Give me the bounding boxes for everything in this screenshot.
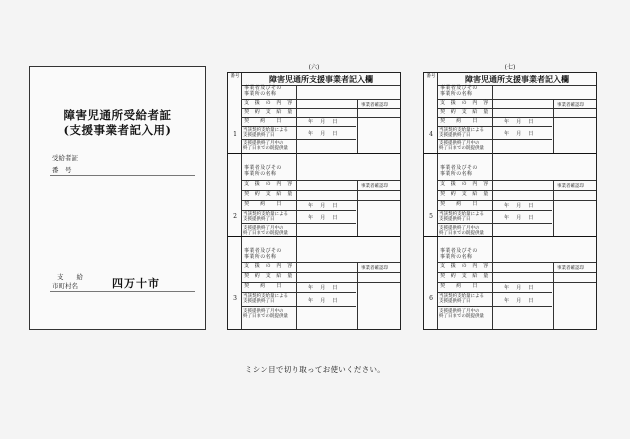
- contract-date-value: 年 月 日: [308, 285, 338, 291]
- provider-label: [440, 166, 478, 177]
- block-number: 1: [233, 131, 237, 138]
- end-date-label-2: 支援提供終了日: [439, 299, 471, 304]
- label-column-divider: [492, 236, 493, 329]
- row-rule: [241, 306, 356, 307]
- end-date-label: [439, 128, 484, 138]
- contract-date-label: 契 約 日: [244, 118, 282, 124]
- used-amount-label: [243, 309, 288, 319]
- label-column-divider: [296, 236, 297, 329]
- block-number: 5: [429, 213, 433, 220]
- end-date-value: 年 月 日: [504, 131, 534, 137]
- row-rule: [241, 139, 356, 140]
- content-label: 支 援 の 内 容: [244, 100, 293, 106]
- amount-label: 契 約 支 給 量: [244, 273, 293, 279]
- used-amount-label-2: 終了日までの既提供量: [243, 314, 288, 319]
- end-date-label-1: 当該契約支給量による: [243, 212, 288, 217]
- cut-instruction: ミシン目で切り取ってお使いください。: [244, 365, 386, 374]
- row-rule: [437, 223, 552, 224]
- panel-page-number: (七): [504, 64, 516, 71]
- end-date-label-2: 支援提供終了日: [243, 299, 275, 304]
- content-label: 支 援 の 内 容: [244, 263, 293, 269]
- provider-label-1: 事業者及びその: [440, 165, 478, 171]
- contract-date-label: 契 約 日: [440, 283, 478, 289]
- block-divider: [424, 236, 596, 237]
- row-rule: [241, 210, 356, 211]
- content-label: 支 援 の 内 容: [440, 263, 489, 269]
- provider-label-2: 事業所の名称: [244, 90, 277, 97]
- used-amount-label-1: 支援提供終了月中の: [439, 309, 480, 314]
- end-date-label: [243, 294, 288, 304]
- used-amount-label-1: 支援提供終了月中の: [243, 309, 284, 314]
- provider-label-1: 事業者及びその: [244, 165, 282, 171]
- provider-label-2: 事業所の名称: [440, 90, 473, 97]
- contract-date-value: 年 月 日: [504, 285, 534, 291]
- record-form-frame: [423, 72, 597, 330]
- cover-title: [30, 108, 205, 138]
- contract-date-label: 契 約 日: [440, 118, 478, 124]
- provider-label-1: 事業者及びその: [244, 85, 282, 91]
- amount-label: 契 約 支 給 量: [440, 191, 489, 197]
- row-rule: [437, 292, 552, 293]
- cert-number-label: [52, 154, 78, 175]
- end-date-label-2: 支援提供終了日: [243, 217, 275, 222]
- used-amount-label-2: 終了日までの既提供量: [243, 231, 288, 236]
- used-amount-label: [243, 141, 288, 151]
- row-rule: [241, 292, 356, 293]
- used-amount-label: [439, 226, 484, 236]
- contract-date-value: 年 月 日: [308, 119, 338, 125]
- provider-label-2: 事業所の名称: [440, 170, 473, 177]
- panel-page-number: (六): [308, 64, 320, 71]
- row-rule: [241, 126, 356, 127]
- stamp-label: 事業者確認印: [361, 266, 388, 271]
- used-amount-label: [439, 309, 484, 319]
- provider-label: [244, 86, 282, 97]
- city-label-2: 市町村名: [52, 282, 78, 290]
- block-divider: [424, 153, 596, 154]
- end-date-value: 年 月 日: [308, 131, 338, 137]
- number-header: 番号: [426, 74, 436, 79]
- provider-label: [440, 86, 478, 97]
- provider-label: [244, 249, 282, 260]
- label-column-divider: [492, 85, 493, 153]
- contract-date-value: 年 月 日: [504, 119, 534, 125]
- block-divider: [228, 153, 400, 154]
- city-rule: [50, 291, 195, 292]
- provider-label-2: 事業所の名称: [244, 170, 277, 177]
- stamp-rule: [553, 190, 596, 191]
- end-date-label: [439, 212, 484, 222]
- stamp-label: 事業者確認印: [361, 184, 388, 189]
- stamp-label: 事業者確認印: [557, 266, 584, 271]
- form-title: 障害児通所支援事業者記入欄: [269, 74, 373, 84]
- contract-date-value: 年 月 日: [308, 203, 338, 209]
- stamp-label: 事業者確認印: [557, 103, 584, 108]
- stamp-label: 事業者確認印: [361, 103, 388, 108]
- record-form-frame: [227, 72, 401, 330]
- used-amount-label: [243, 226, 288, 236]
- label-column-divider: [492, 153, 493, 236]
- stamp-rule: [553, 108, 596, 109]
- provider-label-1: 事業者及びその: [440, 85, 478, 91]
- stamp-rule: [357, 190, 400, 191]
- used-amount-label-2: 終了日までの既提供量: [243, 146, 288, 151]
- block-number: 4: [429, 131, 433, 138]
- block-divider: [228, 236, 400, 237]
- number-column-divider: [241, 73, 242, 329]
- end-date-label: [243, 128, 288, 138]
- provider-label-2: 事業所の名称: [440, 253, 473, 260]
- row-rule: [437, 306, 552, 307]
- amount-label: 契 約 支 給 量: [440, 109, 489, 115]
- cert-number-label-1: 受給者証: [52, 154, 78, 162]
- end-date-value: 年 月 日: [504, 215, 534, 221]
- end-date-label-2: 支援提供終了日: [243, 133, 275, 138]
- label-column-divider: [296, 153, 297, 236]
- end-date-label: [439, 294, 484, 304]
- stamp-label: 事業者確認印: [557, 184, 584, 189]
- row-rule: [437, 210, 552, 211]
- used-amount-label-1: 支援提供終了月中の: [243, 226, 284, 231]
- stamp-column-divider: [553, 180, 554, 236]
- cert-number-rule: [50, 175, 195, 176]
- row-rule: [437, 126, 552, 127]
- used-amount-label-2: 終了日までの既提供量: [439, 314, 484, 319]
- end-date-value: 年 月 日: [504, 298, 534, 304]
- contract-date-label: 契 約 日: [244, 201, 282, 207]
- amount-label: 契 約 支 給 量: [440, 273, 489, 279]
- end-date-label-1: 当該契約支給量による: [439, 128, 484, 133]
- city-name: 四万十市: [112, 277, 160, 290]
- provider-label-1: 事業者及びその: [440, 248, 478, 254]
- stamp-column-divider: [357, 180, 358, 236]
- used-amount-label-2: 終了日までの既提供量: [439, 231, 484, 236]
- stamp-rule: [357, 108, 400, 109]
- number-header: 番号: [230, 74, 240, 79]
- end-date-label-1: 当該契約支給量による: [243, 294, 288, 299]
- provider-label: [440, 249, 478, 260]
- provider-label-1: 事業者及びその: [244, 248, 282, 254]
- contract-date-label: 契 約 日: [244, 283, 282, 289]
- cert-number-label-2: 番 号: [52, 166, 72, 174]
- certificate-cover: [29, 66, 206, 330]
- end-date-label: [243, 212, 288, 222]
- cover-title-line1: 障害児通所受給者証: [63, 108, 172, 122]
- end-date-label-2: 支援提供終了日: [439, 133, 471, 138]
- stamp-rule: [553, 272, 596, 273]
- record-panel-7: [423, 64, 597, 330]
- number-column-divider: [437, 73, 438, 329]
- content-label: 支 援 の 内 容: [440, 100, 489, 106]
- end-date-label-2: 支援提供終了日: [439, 217, 471, 222]
- end-date-value: 年 月 日: [308, 298, 338, 304]
- amount-label: 契 約 支 給 量: [244, 191, 293, 197]
- provider-label-2: 事業所の名称: [244, 253, 277, 260]
- end-date-label-1: 当該契約支給量による: [439, 212, 484, 217]
- used-amount-label-1: 支援提供終了月中の: [439, 141, 480, 146]
- used-amount-label-2: 終了日までの既提供量: [439, 146, 484, 151]
- stamp-rule: [357, 272, 400, 273]
- label-column-divider: [296, 85, 297, 153]
- amount-label: 契 約 支 給 量: [244, 109, 293, 115]
- used-amount-label: [439, 141, 484, 151]
- used-amount-label-1: 支援提供終了月中の: [243, 141, 284, 146]
- contract-date-label: 契 約 日: [440, 201, 478, 207]
- block-number: 6: [429, 295, 433, 302]
- form-title: 障害児通所支援事業者記入欄: [465, 74, 569, 84]
- content-label: 支 援 の 内 容: [244, 181, 293, 187]
- end-date-label-1: 当該契約支給量による: [243, 128, 288, 133]
- block-number: 2: [233, 213, 237, 220]
- used-amount-label-1: 支援提供終了月中の: [439, 226, 480, 231]
- contract-date-value: 年 月 日: [504, 203, 534, 209]
- city-label: [52, 273, 83, 291]
- end-date-value: 年 月 日: [308, 215, 338, 221]
- row-rule: [437, 139, 552, 140]
- provider-label: [244, 166, 282, 177]
- end-date-label-1: 当該契約支給量による: [439, 294, 484, 299]
- row-rule: [241, 223, 356, 224]
- content-label: 支 援 の 内 容: [440, 181, 489, 187]
- record-panel-6: [227, 64, 401, 330]
- city-label-1: 支 給: [57, 273, 83, 281]
- cover-title-line2: (支援事業者記入用): [63, 123, 172, 137]
- block-number: 3: [233, 295, 237, 302]
